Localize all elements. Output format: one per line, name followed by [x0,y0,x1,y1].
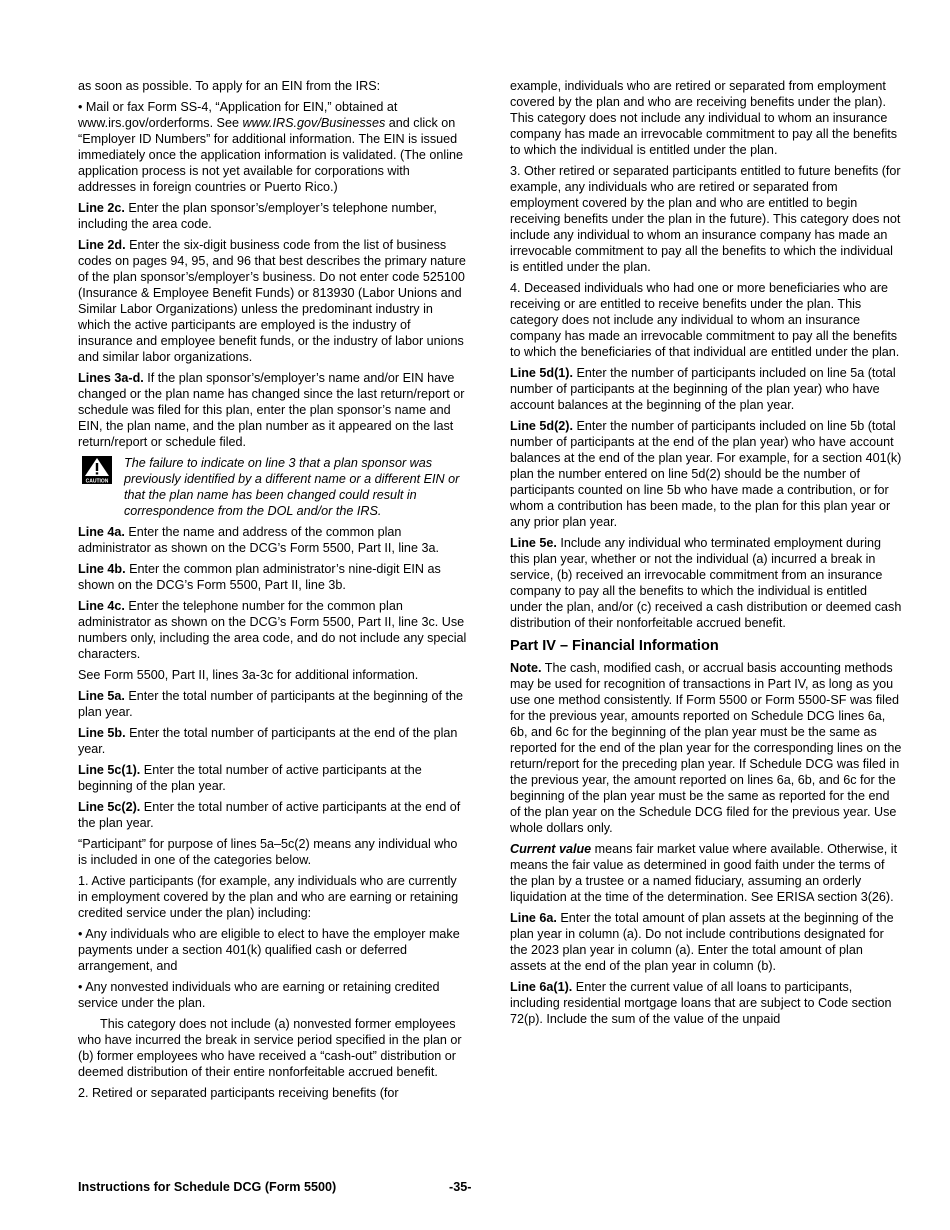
left-column [78,78,468,1106]
current-value-definition: Current value means fair market value where available. Otherwise, it means the fair value as determined in good faith under the terms of the plan by a trustee or a named fiduciary, assuming an orderly liquidation at the time of the determination. See ERISA section 3(26). [510,842,898,904]
irs-businesses-link[interactable]: www.IRS.gov/Businesses [242,116,386,130]
line-6a: Line 6a. Enter the total amount of plan assets at the beginning of the plan year in column (a). Do not include contributions designated for the 2023 plan year in column (a). Enter the total amount of plan assets at the end of the plan year in column (b). [510,911,894,973]
bullet-nonvested: • Any nonvested individuals who are earning or retaining credited service under the plan. [78,980,440,1010]
footer-title: Instructions for Schedule DCG (Form 5500) [78,1180,337,1194]
lines-3a-d: Lines 3a-d. If the plan sponsor’s/employer’s name and/or EIN have changed or the plan name has changed since the last return/report or schedule was filed for this plan, enter the plan sponsor’s name and EIN, the plan name, and the plan number as it appeared on the last return/report or schedule filed. [78,371,465,449]
ein-intro: as soon as possible. To apply for an EIN from the IRS: [78,79,381,93]
line-2c: Line 2c. Enter the plan sponsor’s/employer’s telephone number, including the area code. [78,201,437,231]
ein-bullet: • Mail or fax Form SS-4, “Application for EIN,” obtained at www.irs.gov/orderforms. See www.IRS.gov/Businesses and click on “Employer ID Numbers” for additional information. The EIN is issued immediately once the application information is validated. (The online application process is not yet available for corporations with addresses in foreign countries or Puerto Rico.) [78,100,464,194]
line-5a: Line 5a. Enter the total number of participants at the beginning of the plan year. [78,689,464,719]
line-4c: Line 4c. Enter the telephone number for the common plan administrator as shown on the DCG’s Form 5500, Part II, line 3c. Use numbers only, including the area code, and do not include any special characters. [78,599,467,661]
right-column [510,78,902,1032]
line-5c1: Line 5c(1). Enter the total number of active participants at the beginning of the plan year. [78,763,422,793]
category-3: 3. Other retired or separated participants entitled to future benefits (for example, any individuals who are retired or separated from employment covered by the plan and who are entitled to begin receiving benefits under the plan in the future). This category does not include any individual to whom an insurance company has made an irrevocable commitment to pay all the benefits to which the individual is entitled under the plan. [510,164,901,274]
category-2: 2. Retired or separated participants receiving benefits (for [78,1086,399,1100]
page-number: -35- [449,1180,472,1194]
category-1-exclusion: This category does not include (a) nonvested former employees who have incurred the break in service period specified in the plan or (b) former employees who have received a “cash-out” distribution or deemed distribution of their entire nonforfeitable accrued benefit. [78,1017,462,1079]
line-5e: Line 5e. Include any individual who terminated employment during this plan year, whether or not the individual (a) incurred a break in service, (b) received an irrevocable commitment from an insurance company to pay all the benefits to which the individual is entitled under the plan, and/or (c) received a cash distribution or deemed cash distribution of their nonforfeitable accrued benefit. [510,536,902,630]
caution-icon [78,456,116,484]
category-4: 4. Deceased individuals who had one or more beneficiaries who are receiving or are entitled to receive benefits under the plan. This category does not include any individual to whom an insurance company has made an irrevocable commitment to pay all the benefits to which the beneficiaries of that individual are entitled under the plan. [510,281,900,359]
caution-note [78,455,468,519]
category-2-continued: example, individuals who are retired or separated from employment covered by the plan and who are receiving benefits under the plan). This category does not include any individual to whom an insurance company has made an irrevocable commitment to pay all the benefits to which the individual is entitled under the plan. [510,79,898,157]
line-4b: Line 4b. Enter the common plan administrator’s nine-digit EIN as shown on the DCG’s Form 5500, Part II, line 3b. [78,562,441,592]
line-6a1: Line 6a(1). Enter the current value of all loans to participants, including residential mortgage loans that are subject to Code section 72(p). Include the sum of the value of the unpaid [510,980,892,1026]
line-5d1: Line 5d(1). Enter the number of participants included on line 5a (total number of participants at the beginning of the plan year) who have account balances at the beginning of the plan year. [510,366,896,412]
category-1: 1. Active participants (for example, any individuals who are currently in employment covered by the plan and who are earning or retaining credited service under the plan) including: [78,874,459,920]
part-4-heading: Part IV – Financial Information [510,638,719,654]
svg-text:CAUTION: CAUTION [85,478,109,484]
line-4a: Line 4a. Enter the name and address of the common plan administrator as shown on the DCG’s Form 5500, Part II, line 3a. [78,525,439,555]
bullet-401k: • Any individuals who are eligible to elect to have the employer make payments under a section 401(k) qualified cash or deferred arrangement, and [78,927,460,973]
participant-definition: “Participant” for purpose of lines 5a–5c(2) means any individual who is included in one of the categories below. [78,837,458,867]
caution-text: The failure to indicate on line 3 that a plan sponsor was previously identified by a different name or a different EIN or that the plan name has been changed could result in correspondence from the DOL and/or the IRS. [124,456,460,518]
note: Note. The cash, modified cash, or accrual basis accounting methods may be used for recognition of transactions in Part IV, as long as you use one method consistently. If Form 5500 or Form 5500-SF was filed for the previous year, amounts reported on Schedule DCG lines 6a, 6b, and 6c for the beginning of the plan year must be the same as reported for the end of the plan year for the corresponding lines on the return/report for the preceding plan year. If Schedule DCG was filed in the previous year, the amount reported on lines 6a, 6b, and 6c for the beginning of the plan year must be the same as reported for the end of the plan year on the Schedule DCG filed for the previous year. Use whole dollars only. [510,661,902,835]
line-5b: Line 5b. Enter the total number of participants at the end of the plan year. [78,726,458,756]
line-2d: Line 2d. Enter the six-digit business code from the list of business codes on pages 94, 95, and 96 that best describes the primary nature of the plan sponsor’s/employer’s business. Do not enter code 525100 (Insurance & Employee Benefit Funds) or 813930 (Labor Unions and Similar Labor Organizations) unless the predominant industry in which the active participants are employed is the industry of insurance and employee benefit funds, or the industry of labor unions and similar labor organizations. [78,238,466,364]
line-5c2: Line 5c(2). Enter the total number of active participants at the end of the plan year. [78,800,461,830]
line-5d2: Line 5d(2). Enter the number of participants included on line 5b (total number of participants at the end of the plan year) who have account balances at the end of the plan year. For example, for a section 401(k) plan the number entered on line 5d(2) should be the number of participants counted on line 5b who have made a contribution, or for whom a contribution has been made, to the plan for this plan year or any prior plan year. [510,419,902,529]
see-form-5500: See Form 5500, Part II, lines 3a-3c for additional information. [78,668,419,682]
